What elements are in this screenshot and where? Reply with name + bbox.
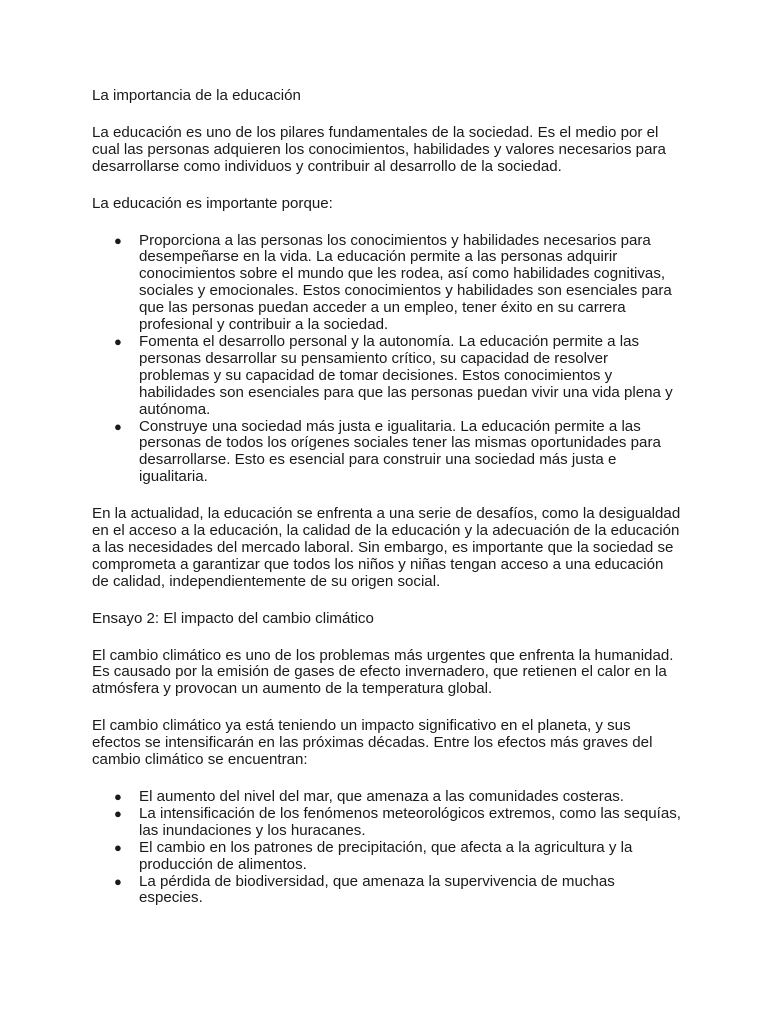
bullet-icon: ● (114, 839, 122, 855)
bullet-icon: ● (114, 789, 122, 804)
essay1-closing-paragraph: En la actualidad, la educación se enfrenta a una serie de desafíos, como la desigualdad en el acceso a la educación, la calidad de la educación y la adecuación de la educación a las necesidades del mercado laboral. Sin embargo, es importante que la sociedad se comprometa a garantizar que todos los niños y niñas tengan acceso a una educación de calidad, independientemente de su origen social. (92, 505, 681, 590)
document-content (92, 88, 682, 907)
bullet-icon: ● (114, 333, 122, 349)
essay2-bullet-list (92, 789, 682, 907)
essay1-title: La importancia de la educación (92, 87, 301, 104)
essay1-bullet-list (92, 233, 682, 487)
list-item (92, 874, 682, 908)
bullet-icon: ● (114, 232, 122, 248)
list-item (92, 840, 682, 874)
essay2-lead-paragraph: El cambio climático ya está teniendo un impacto significativo en el planeta, y sus efectos se intensificarán en las próximas décadas. Entre los efectos más graves del cambio climático se encuentran: (92, 717, 653, 769)
bullet-icon: ● (114, 805, 122, 821)
essay2-title: Ensayo 2: El impacto del cambio climático (92, 609, 374, 627)
list-item-text: Fomenta el desarrollo personal y la autonomía. La educación permite a las personas desarrollar su pensamiento crítico, su capacidad de resolver problemas y su capacidad de tomar decisiones. Estos conocimientos y habilidades son esenciales para que las personas puedan vivir una vida plena y autónoma. (139, 332, 673, 418)
essay1-intro-paragraph: La educación es uno de los pilares fundamentales de la sociedad. Es el medio por el cual las personas adquieren los conocimientos, habilidades y valores necesarios para desarrollarse como individuos y contribuir al desarrollo de la sociedad. (92, 123, 666, 175)
list-item-text: El cambio en los patrones de precipitación, que afecta a la agricultura y la producción de alimentos. (139, 838, 633, 873)
list-item-text: Construye una sociedad más justa e igualitaria. La educación permite a las personas de todos los orígenes sociales tener las mismas oportunidades para desarrollarse. Esto es esencial para construir una sociedad más justa e igualitaria. (139, 417, 661, 486)
bullet-icon: ● (114, 418, 122, 434)
list-item-text: La pérdida de biodiversidad, que amenaza la supervivencia de muchas especies. (139, 872, 615, 907)
list-item-text: El aumento del nivel del mar, que amenaza a las comunidades costeras. (139, 788, 624, 805)
list-item (92, 789, 682, 806)
list-item-text: Proporciona a las personas los conocimientos y habilidades necesarios para desempeñarse en la vida. La educación permite a las personas adquirir conocimientos sobre el mundo que les rodea, así como habilidades cognitivas, sociales y emocionales. Estos conocimientos y habilidades son esenciales para que las personas puedan acceder a un empleo, tener éxito en su carrera profesional y contribuir a la sociedad. (139, 231, 672, 334)
list-item-text: La intensificación de los fenómenos meteorológicos extremos, como las sequías, las inundaciones y los huracanes. (139, 804, 681, 839)
list-item (92, 233, 682, 334)
bullet-icon: ● (114, 873, 122, 889)
list-item (92, 419, 682, 487)
list-item (92, 334, 682, 419)
list-item (92, 806, 682, 840)
essay1-lead-paragraph: La educación es importante porque: (92, 194, 333, 212)
essay2-intro-paragraph: El cambio climático es uno de los problemas más urgentes que enfrenta la humanidad. Es causado por la emisión de gases de efecto invernadero, que retienen el calor en la atmósfera y provocan un aumento de la temperatura global. (92, 646, 674, 698)
